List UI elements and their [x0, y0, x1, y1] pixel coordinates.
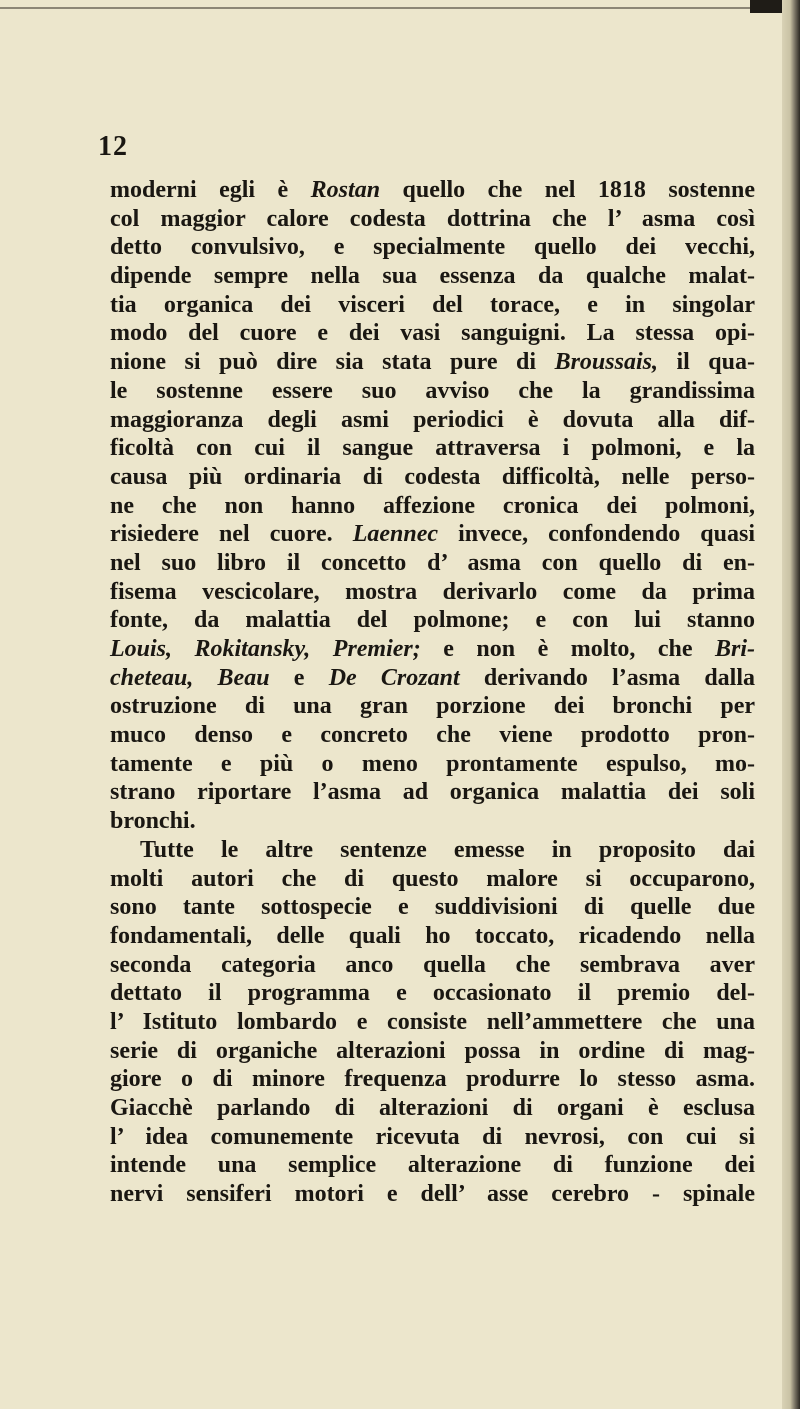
text-line [110, 635, 755, 664]
italic-text: Bri- [715, 636, 756, 662]
text-segment: intende una semplice alterazione di funzione dei [110, 1152, 755, 1179]
text-segment: l’ idea comunemente ricevuta di nevrosi, con cui si [110, 1123, 755, 1150]
text-line [110, 750, 755, 779]
italic-text: Louis, Rokitansky, Premier; [110, 636, 421, 662]
text-line [110, 922, 755, 951]
text-segment: fisema vescicolare, mostra derivarlo come da prima [110, 578, 755, 605]
text-segment: modo del cuore e dei vasi sanguigni. La stessa opi- [110, 320, 755, 347]
text-line [110, 549, 755, 578]
text-segment: col maggior calore codesta dottrina che l’ asma così [110, 205, 755, 232]
text-line [110, 951, 755, 980]
text-segment: muco denso e concreto che viene prodotto pron- [110, 722, 755, 749]
text-segment: l’ Istituto lombardo e consiste nell’ammettere che una [110, 1008, 755, 1035]
text-segment: le sostenne essere suo avviso che la grandissima [110, 377, 755, 404]
text-line [110, 721, 755, 750]
text-segment: invece, confondendo quasi [438, 521, 756, 548]
text-line [110, 463, 755, 492]
text-line [110, 979, 755, 1008]
text-segment: il qua- [657, 349, 755, 376]
text-line [110, 233, 755, 262]
text-line [110, 262, 755, 291]
text-line [110, 1151, 755, 1180]
text-segment: tia organica dei visceri del torace, e in singolar [110, 291, 755, 318]
text-segment: nione si può dire sia stata pure di [110, 349, 555, 376]
text-line [110, 176, 755, 205]
text-line [110, 1037, 755, 1066]
text-line [110, 778, 755, 807]
italic-text: Rostan [310, 177, 381, 203]
text-line [110, 348, 755, 377]
text-segment: risiedere nel cuore. [110, 521, 353, 548]
body-text [110, 176, 755, 1209]
italic-text: Laennec [352, 521, 438, 548]
text-segment: ostruzione di una gran porzione dei bronchi per [110, 693, 755, 720]
italic-text: cheteau, Beau [110, 664, 270, 691]
text-line [110, 893, 755, 922]
text-line [110, 578, 755, 607]
text-line [110, 205, 755, 234]
text-line [110, 1065, 755, 1094]
text-line [110, 1008, 755, 1037]
text-segment: causa più ordinaria di codesta difficoltà, nelle perso- [110, 463, 755, 490]
text-segment: bronchi. [110, 808, 196, 835]
text-line [110, 1094, 755, 1123]
text-segment: Giacchè parlando di alterazioni di organi è esclusa [110, 1095, 755, 1121]
text-segment: dettato il programma e occasionato il premio del- [110, 980, 755, 1007]
text-segment: nel suo libro il concetto d’ asma con quello di en- [110, 549, 755, 576]
italic-text: De Crozant [328, 664, 460, 691]
text-line [110, 406, 755, 435]
page-edge-shadow [782, 0, 800, 1409]
text-segment: fonte, da malattia del polmone; e con lui stanno [110, 607, 755, 634]
text-segment: ne che non hanno affezione cronica dei polmoni, [110, 492, 755, 519]
text-line [110, 606, 755, 635]
text-segment: fondamentali, delle quali ho toccato, ricadendo nella [110, 922, 755, 949]
text-segment: seconda categoria anco quella che sembrava aver [110, 951, 755, 978]
text-line [110, 664, 755, 693]
top-rule [0, 7, 752, 9]
text-segment: tamente e più o meno prontamente espulso, mo- [110, 750, 755, 777]
text-line [110, 807, 755, 836]
text-line [110, 291, 755, 320]
italic-text: Broussais, [554, 349, 658, 376]
text-segment: serie di organiche alterazioni possa in ordine di mag- [110, 1037, 755, 1064]
text-segment: detto convulsivo, e specialmente quello dei vecchi, [110, 234, 755, 261]
text-line [110, 692, 755, 721]
text-segment: sono tante sottospecie e suddivisioni di quelle due [110, 894, 755, 921]
text-segment: dipende sempre nella sua essenza da qualche malat- [110, 263, 755, 290]
text-line [110, 319, 755, 348]
text-segment: moderni egli è [110, 177, 311, 203]
text-segment: giore o di minore frequenza produrre lo stesso asma. [110, 1066, 755, 1093]
text-segment: e non è molto, che [420, 636, 715, 662]
page-number: 12 [98, 131, 128, 162]
text-line [110, 377, 755, 406]
text-segment: ficoltà con cui il sangue attraversa i polmoni, e la [110, 435, 755, 462]
text-line [110, 836, 755, 865]
text-line [110, 1180, 755, 1209]
text-segment: strano riportare l’asma ad organica malattia dei soli [110, 779, 755, 806]
text-segment: derivando l’asma dalla [459, 664, 755, 691]
text-segment: quello che nel 1818 sostenne [380, 177, 755, 203]
text-segment: Tutte le altre sentenze emesse in proposito dai [140, 836, 755, 863]
text-line [110, 492, 755, 521]
text-segment: e [269, 664, 329, 691]
text-segment: nervi sensiferi motori e dell’ asse cerebro - spinale [110, 1181, 755, 1208]
text-line [110, 520, 755, 549]
text-line [110, 1123, 755, 1152]
text-line [110, 434, 755, 463]
text-segment: molti autori che di questo malore si occuparono, [110, 865, 755, 892]
text-line [110, 865, 755, 894]
text-segment: maggioranza degli asmi periodici è dovuta alla dif- [110, 406, 755, 433]
